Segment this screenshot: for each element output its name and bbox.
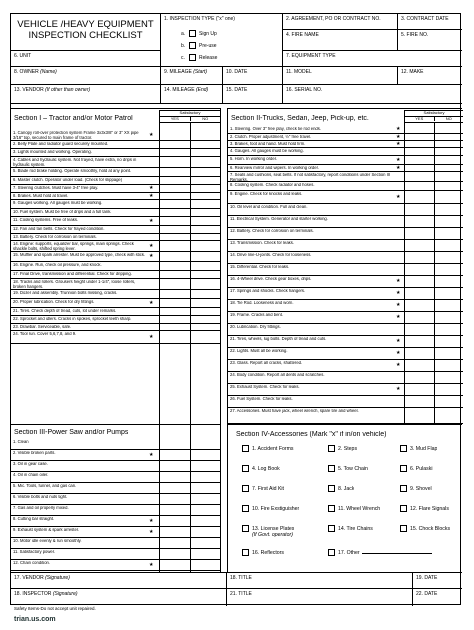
checklist-row[interactable]	[228, 134, 463, 141]
accessory-label: 13. License Plates	[252, 525, 295, 532]
checklist-item-text: 18. Tie Rod. Looseness and worn.	[230, 301, 294, 305]
accessory-checkbox[interactable]	[400, 465, 407, 472]
plates-note: (If Govt. operator)	[252, 532, 293, 538]
accessory-item[interactable]	[400, 465, 433, 472]
safety-star-icon: ★	[149, 185, 154, 191]
agreement-field[interactable]: 2. AGREEMENT, PO OR CONTRACT NO.	[283, 14, 398, 30]
accessory-label: 1. Accident Forms	[252, 445, 294, 452]
accessory-item[interactable]	[328, 445, 357, 452]
checklist-row[interactable]	[228, 216, 463, 228]
owner-field[interactable]: 8. OWNER (Name)	[11, 67, 161, 85]
inspection-form	[10, 13, 461, 605]
checklist-item-text: 1. Steering. Over 3" free play, check tie rod ends.	[230, 127, 322, 131]
accessory-item[interactable]	[400, 445, 437, 452]
safety-star-icon: ★	[396, 156, 401, 163]
checklist-item-text: 19. Dozer and assembly. Trunnion bolts missing, cracks.	[13, 291, 118, 295]
accessory-label: 7. First Aid Kit	[252, 485, 284, 492]
safety-star-icon: ★	[396, 193, 401, 200]
mileage-start-field[interactable]: 9. MILEAGE (Start)	[161, 67, 223, 85]
checklist-row[interactable]	[228, 165, 463, 172]
safety-star-icon: ★	[396, 134, 401, 140]
safety-star-icon: ★	[149, 517, 154, 524]
checklist-row[interactable]	[11, 234, 221, 241]
other-underline[interactable]	[362, 549, 432, 554]
checklist-item-text: 7. Seats and cushions, seat belts. If not satisfactory, report conditions under Section III Remarks.	[230, 173, 391, 182]
accessory-checkbox[interactable]	[242, 549, 249, 556]
title18-field[interactable]: 18. TITLE	[227, 572, 413, 589]
accessory-checkbox[interactable]	[328, 465, 335, 472]
checklist-item-text: 16. Engine. Run, check oil pressure, and knock.	[13, 263, 102, 267]
accessory-checkbox[interactable]	[400, 445, 407, 452]
checklist-item-text: 6. Rearview mirror and wipers. In working order.	[230, 166, 319, 170]
model-field[interactable]: 11. MODEL	[283, 67, 398, 85]
accessory-item[interactable]	[328, 525, 373, 532]
checklist-item-text: 9. Gauges working. All gauges must be working.	[13, 201, 103, 205]
date19-field[interactable]: 19. DATE	[413, 572, 462, 589]
checklist-item-text: 11. Cooling systems. Free of leaks.	[13, 218, 79, 222]
checklist-row[interactable]	[228, 141, 463, 148]
safety-star-icon: ★	[396, 350, 401, 356]
date15-field[interactable]: 15. DATE	[223, 85, 283, 104]
accessory-item[interactable]	[242, 485, 284, 492]
checklist-row[interactable]	[11, 149, 221, 157]
checklist-row[interactable]	[228, 240, 463, 252]
checklist-row[interactable]	[11, 157, 221, 168]
date22-field[interactable]: 22. DATE	[416, 591, 438, 597]
safety-star-icon: ★	[149, 528, 154, 535]
accessory-item[interactable]	[400, 525, 450, 532]
checklist-row[interactable]	[228, 276, 463, 288]
checklist-row[interactable]	[11, 141, 221, 149]
safety-star-icon: ★	[149, 217, 154, 224]
checklist-item-text: 20. Lubrication. Dry fittings.	[230, 325, 281, 329]
safety-star-icon: ★	[396, 338, 401, 344]
accessory-checkbox[interactable]	[242, 465, 249, 472]
checklist-row[interactable]	[11, 483, 221, 494]
section1	[11, 108, 221, 424]
section1-title: Section I – Tractor and/or Motor Patrol	[14, 115, 133, 122]
checklist-item-text: 10. Motor idle evenly & run smoothly.	[13, 539, 82, 543]
checklist-row[interactable]	[228, 396, 463, 408]
section2-sat-header: Satisfactory YES NO	[404, 110, 463, 123]
checklist-row[interactable]	[11, 331, 221, 344]
checklist-item-text: 19. Frame. Cracks and bent.	[230, 313, 284, 317]
signup-checkbox[interactable]	[189, 30, 196, 37]
checklist-row[interactable]	[228, 336, 463, 348]
checklist-item-text: 24. Tool run. Cover 5,6,7,8, and 9.	[13, 332, 77, 336]
accessory-item[interactable]	[328, 485, 354, 492]
checklist-row[interactable]	[228, 126, 463, 134]
checklist-row[interactable]	[11, 177, 221, 185]
checklist-item-text: 4. Oil in chain oiler.	[13, 473, 49, 477]
checklist-item-text: 23. Glass. Report all cracks, shattered.	[230, 361, 303, 365]
make-field[interactable]: 12. MAKE	[398, 67, 462, 85]
accessory-label: 16. Reflectors	[252, 549, 285, 556]
checklist-row[interactable]	[11, 241, 221, 252]
checklist-row[interactable]	[228, 264, 463, 276]
safety-star-icon: ★	[396, 362, 401, 368]
accessory-label: 4. Log Book	[252, 465, 280, 472]
checklist-row[interactable]	[228, 360, 463, 372]
date10-field[interactable]: 10. DATE	[223, 67, 283, 85]
accessory-label: 8. Jack	[338, 485, 355, 492]
checklist-row[interactable]	[11, 472, 221, 483]
title21-field[interactable]: 21. TITLE	[227, 589, 413, 606]
accessory-item[interactable]	[328, 505, 380, 512]
accessory-item[interactable]	[328, 465, 368, 472]
accessory-item[interactable]	[242, 445, 294, 452]
accessory-checkbox[interactable]	[400, 505, 407, 512]
checklist-item-text: 17. Final Drive, transmission and differential. Check for dripping.	[13, 272, 132, 276]
checklist-item-text: 22. Lights. Must all be working.	[230, 349, 288, 353]
safety-star-icon: ★	[149, 131, 154, 138]
safety-star-icon: ★	[149, 242, 154, 249]
safety-star-icon: ★	[149, 561, 154, 568]
checklist-row[interactable]	[11, 505, 221, 516]
checklist-row[interactable]	[11, 168, 221, 177]
checklist-item-text: 21. Tires. Check depth of tread, cuts, lot under remarks.	[13, 309, 117, 313]
accessory-checkbox[interactable]	[400, 525, 407, 532]
safety-star-icon: ★	[396, 290, 401, 296]
checklist-row[interactable]	[228, 252, 463, 264]
checklist-row[interactable]	[11, 252, 221, 262]
checklist-row[interactable]	[11, 538, 221, 549]
accessory-item[interactable]	[328, 549, 432, 556]
accessory-label: 3. Mud Flap	[410, 445, 438, 452]
checklist-row[interactable]	[11, 271, 221, 279]
checklist-row[interactable]	[11, 130, 221, 141]
checklist-row[interactable]	[228, 300, 463, 312]
serial-field[interactable]: 16. SERIAL NO.	[283, 85, 462, 104]
accessory-checkbox[interactable]	[400, 485, 407, 492]
checklist-item-text: 26. Fuel System. Check for leaks.	[230, 397, 293, 401]
checklist-row[interactable]	[228, 324, 463, 336]
checklist-item-text: 5. Horn. In working order.	[230, 157, 278, 161]
accessory-checkbox[interactable]	[328, 525, 335, 532]
safety-star-icon: ★	[149, 193, 154, 199]
checklist-row[interactable]	[228, 228, 463, 240]
accessory-checkbox[interactable]	[328, 485, 335, 492]
checklist-item-text: 2. Clutch. Proper adjustment, ½" free travel.	[230, 135, 312, 139]
accessory-label: 15. Chock Blocks	[410, 525, 451, 532]
checklist-item-text: 12. Fan and fan belts. Check for frayed condition.	[13, 227, 105, 231]
checklist-item-text: 12. Battery. Check for corrosion on terminals.	[230, 229, 314, 233]
checklist-row[interactable]	[228, 348, 463, 360]
checklist-item-text: 24. Body condition. Report all dents and scratches.	[230, 373, 325, 377]
preuse-checkbox[interactable]	[189, 42, 196, 49]
safety-star-icon: ★	[149, 299, 154, 306]
checklist-row[interactable]	[11, 185, 221, 193]
brand-watermark: trian.us.com	[14, 616, 56, 623]
inspection-type-field: 1. INSPECTION TYPE ("x" one) a. Sign Up b. Pre-use c. Release	[161, 14, 283, 67]
section3-title: Section III-Power Saw and/or Pumps	[14, 429, 129, 436]
safety-star-icon: ★	[396, 314, 401, 320]
checklist-row[interactable]	[228, 191, 463, 204]
checklist-row[interactable]	[11, 226, 221, 234]
release-checkbox[interactable]	[189, 54, 196, 61]
checklist-item-text: 9. Exhaust system & spark arrester.	[13, 528, 80, 532]
checklist-item-text: 10. Fuel system. Must be free of drips and a full tank.	[13, 210, 112, 214]
checklist-item-text: 13. Transmission. Check for leaks.	[230, 241, 295, 245]
accessory-label: 10. Fire Exstiguisher	[252, 505, 300, 512]
checklist-item-text: 11. Satisfactory power.	[13, 550, 56, 554]
vendor-field[interactable]: 13. VENDOR (If other than owner)	[11, 85, 161, 104]
inspector-signature-field[interactable]: 18. INSPECTOR (Signature)	[11, 589, 227, 606]
accessory-checkbox[interactable]	[328, 549, 335, 556]
checklist-row[interactable]	[11, 262, 221, 271]
checklist-row[interactable]	[11, 324, 221, 331]
checklist-item-text: 17. Springs and shocks. Check hangers.	[230, 289, 306, 293]
checklist-row[interactable]	[11, 217, 221, 226]
safety-star-icon: ★	[396, 141, 401, 147]
accessory-label: 5. Tow Chain	[338, 465, 368, 472]
safety-star-icon: ★	[149, 253, 154, 259]
checklist-row[interactable]	[228, 372, 463, 384]
safety-star-icon: ★	[149, 451, 154, 458]
safety-star-icon: ★	[396, 386, 401, 392]
accessory-item[interactable]	[400, 505, 449, 512]
accessory-checkbox[interactable]	[328, 445, 335, 452]
checklist-row[interactable]	[11, 279, 221, 290]
checklist-row[interactable]	[228, 312, 463, 324]
checklist-item-text: 15. Muffler and spark arrester. Must be approved type, check with stick.	[13, 253, 146, 257]
checklist-row[interactable]	[11, 200, 221, 209]
accessory-checkbox[interactable]	[242, 485, 249, 492]
checklist-item-text: 6. Master clutch. Operator under load. (Check for slippage)	[13, 178, 123, 182]
checklist-item-text: 7. Gas and oil properly mixed.	[13, 506, 69, 510]
accessory-label: 11. Wheel Wrench	[338, 505, 381, 512]
safety-star-icon: ★	[396, 126, 401, 132]
contract-date-field[interactable]: 3. CONTRACT DATE	[398, 14, 462, 30]
checklist-item-text: 18. Tracks and rollers. Grousers height under 1-1/4", loose rollers, broken hangers.	[13, 280, 136, 289]
checklist-item-text: 2. Belly Plate and radiator guard securely mounted.	[13, 142, 109, 146]
accessory-checkbox[interactable]	[242, 525, 249, 532]
accessory-checkbox[interactable]	[242, 505, 249, 512]
accessory-label: 2. Steps	[338, 445, 358, 452]
checklist-row[interactable]	[228, 182, 463, 191]
mileage-end-field[interactable]: 14. MILEAGE (End)	[161, 85, 223, 104]
checklist-item-text: 3. Brakes, foot and hand. Must hold firm.	[230, 142, 306, 146]
section3	[11, 424, 221, 572]
checklist-row[interactable]	[228, 384, 463, 396]
checklist-item-text: 2. Visible broken parts.	[13, 451, 56, 455]
checklist-row[interactable]	[11, 560, 221, 571]
checklist-row[interactable]	[11, 549, 221, 560]
checklist-item-text: 14. Drive line-U-joints. Check for looseness.	[230, 253, 312, 257]
checklist-item-text: 12. Chain condition.	[13, 561, 51, 565]
checklist-item-text: 8. Cooling system. Check radiator and hoses.	[230, 183, 315, 187]
safety-footnote: Safety Items-Do not accept unit repaired.	[14, 606, 96, 611]
checklist-item-text: 4. Cables and hydraulic system. Not frayed, have extra, no drips in hydraulic system.	[13, 158, 137, 167]
checklist-row[interactable]	[11, 450, 221, 461]
accessory-item[interactable]	[242, 465, 280, 472]
checklist-item-text: 5. Mic. Tools, funnel, and gas can.	[13, 484, 77, 488]
checklist-row[interactable]	[228, 156, 463, 165]
safety-star-icon: ★	[396, 165, 401, 171]
checklist-item-text: 3. Lights mounted and working. Operating.	[13, 150, 92, 154]
checklist-row[interactable]	[11, 209, 221, 217]
checklist-item-text: 9. Engine. Check for knocks and leaks.	[230, 192, 303, 196]
checklist-row[interactable]	[228, 172, 463, 182]
checklist-row[interactable]	[11, 316, 221, 324]
vendor-signature-field[interactable]: 17. VENDOR (Signature)	[11, 572, 227, 589]
checklist-item-text: 25. Exhaust System. Check for leaks.	[230, 385, 300, 389]
accessory-label: 6. Pulaski	[410, 465, 433, 472]
checklist-row[interactable]	[11, 308, 221, 316]
section4	[227, 424, 462, 572]
checklist-row[interactable]	[11, 290, 221, 299]
checklist-row[interactable]	[11, 193, 221, 200]
accessory-label: 9. Shovel	[410, 485, 432, 492]
safety-star-icon: ★	[149, 333, 154, 340]
accessory-item[interactable]	[242, 525, 294, 532]
checklist-item-text: 16. 4-Wheel drive. Check gear boxes, drips.	[230, 277, 312, 281]
checklist-item-text: 6. Visible bolts and nuts tight.	[13, 495, 68, 499]
checklist-item-text: 21. Tires, wheels, lug bolts. Depth of tread and cuts.	[230, 337, 327, 341]
accessory-label: 14. Tire Chains	[338, 525, 373, 532]
checklist-item-text: 20. Proper lubrication. Check for dry fittings.	[13, 300, 95, 304]
accessory-item[interactable]	[242, 505, 299, 512]
checklist-item-text: 23. Drawbar. Serviceable, safe.	[13, 325, 72, 329]
accessory-item[interactable]	[400, 485, 432, 492]
fire-name-field[interactable]: 4. FIRE NAME	[283, 30, 398, 51]
section2	[227, 108, 462, 424]
checklist-item-text: 15. Differential. Check for leaks.	[230, 265, 290, 269]
safety-star-icon: ★	[396, 278, 401, 284]
checklist-row[interactable]	[228, 408, 463, 424]
checklist-row[interactable]	[11, 494, 221, 505]
accessory-checkbox[interactable]	[242, 445, 249, 452]
accessory-item[interactable]	[242, 549, 284, 556]
checklist-item-text: 1. Canopy roll-over protection system Frame 3x3x3/8" or 3" XX pipe 3/16" top, secured to main frame of tractor.	[13, 131, 139, 140]
checklist-row[interactable]	[11, 461, 221, 472]
checklist-item-text: 22. Sprocket and idlers. Cracks in spokes, sprocket teeth sharp.	[13, 317, 132, 321]
checklist-row[interactable]	[11, 439, 221, 450]
checklist-item-text: 1. Clean	[13, 440, 29, 444]
section2-title: Section II-Trucks, Sedan, Jeep, Pick-up, etc.	[231, 115, 369, 122]
section1-sat-header: Satisfactory YES NO	[159, 110, 221, 123]
checklist-item-text: 13. Battery. Check for corrosion on terminals.	[13, 235, 97, 239]
checklist-row[interactable]	[228, 204, 463, 216]
checklist-row[interactable]	[228, 148, 463, 156]
checklist-item-text: 14. Engine: supports, equalizer bar, springs, main springs. Check shackle bolts, shifted spring lever.	[13, 242, 134, 251]
checklist-item-text: 8. Cutting bar straight.	[13, 517, 55, 521]
checklist-item-text: 10. Oil level and condition. Full and clean.	[230, 205, 308, 209]
section4-title: Section IV-Accessories (Mark "x" if in/on vehicle)	[236, 431, 387, 438]
safety-star-icon: ★	[396, 302, 401, 308]
accessory-checkbox[interactable]	[328, 505, 335, 512]
checklist-row[interactable]	[11, 527, 221, 538]
unit-field[interactable]: 6. UNIT	[11, 51, 161, 67]
form-title: VEHICLE /HEAVY EQUIPMENT INSPECTION CHECKLIST	[11, 14, 161, 51]
checklist-item-text: 27. Accessories. Must have jack, wheel wrench, spare tire and wheel.	[230, 409, 359, 413]
checklist-item-text: 5. Blade rod brake holding. Operate smoothly, hold at any point.	[13, 169, 132, 173]
checklist-item-text: 3. Oil in gear case.	[13, 462, 48, 466]
fire-no-field[interactable]: 5. FIRE NO.	[398, 30, 462, 51]
checklist-row[interactable]	[11, 516, 221, 527]
checklist-item-text: 7. Steering clutches. Must have 3-4" free play.	[13, 186, 99, 190]
checklist-item-text: 4. Gauges. All gauges must be working.	[230, 149, 304, 153]
equipment-type-field[interactable]: 7. EQUIPMENT TYPE	[283, 51, 462, 67]
checklist-row[interactable]	[228, 288, 463, 300]
accessory-label: 17. Other	[338, 550, 360, 556]
accessory-label: 12. Flare Signals	[410, 505, 449, 512]
checklist-item-text: 11. Electrical System. Generator and starter working.	[230, 217, 328, 221]
checklist-item-text: 8. Brakes. Must hold at travel.	[13, 194, 69, 198]
checklist-row[interactable]	[11, 299, 221, 308]
